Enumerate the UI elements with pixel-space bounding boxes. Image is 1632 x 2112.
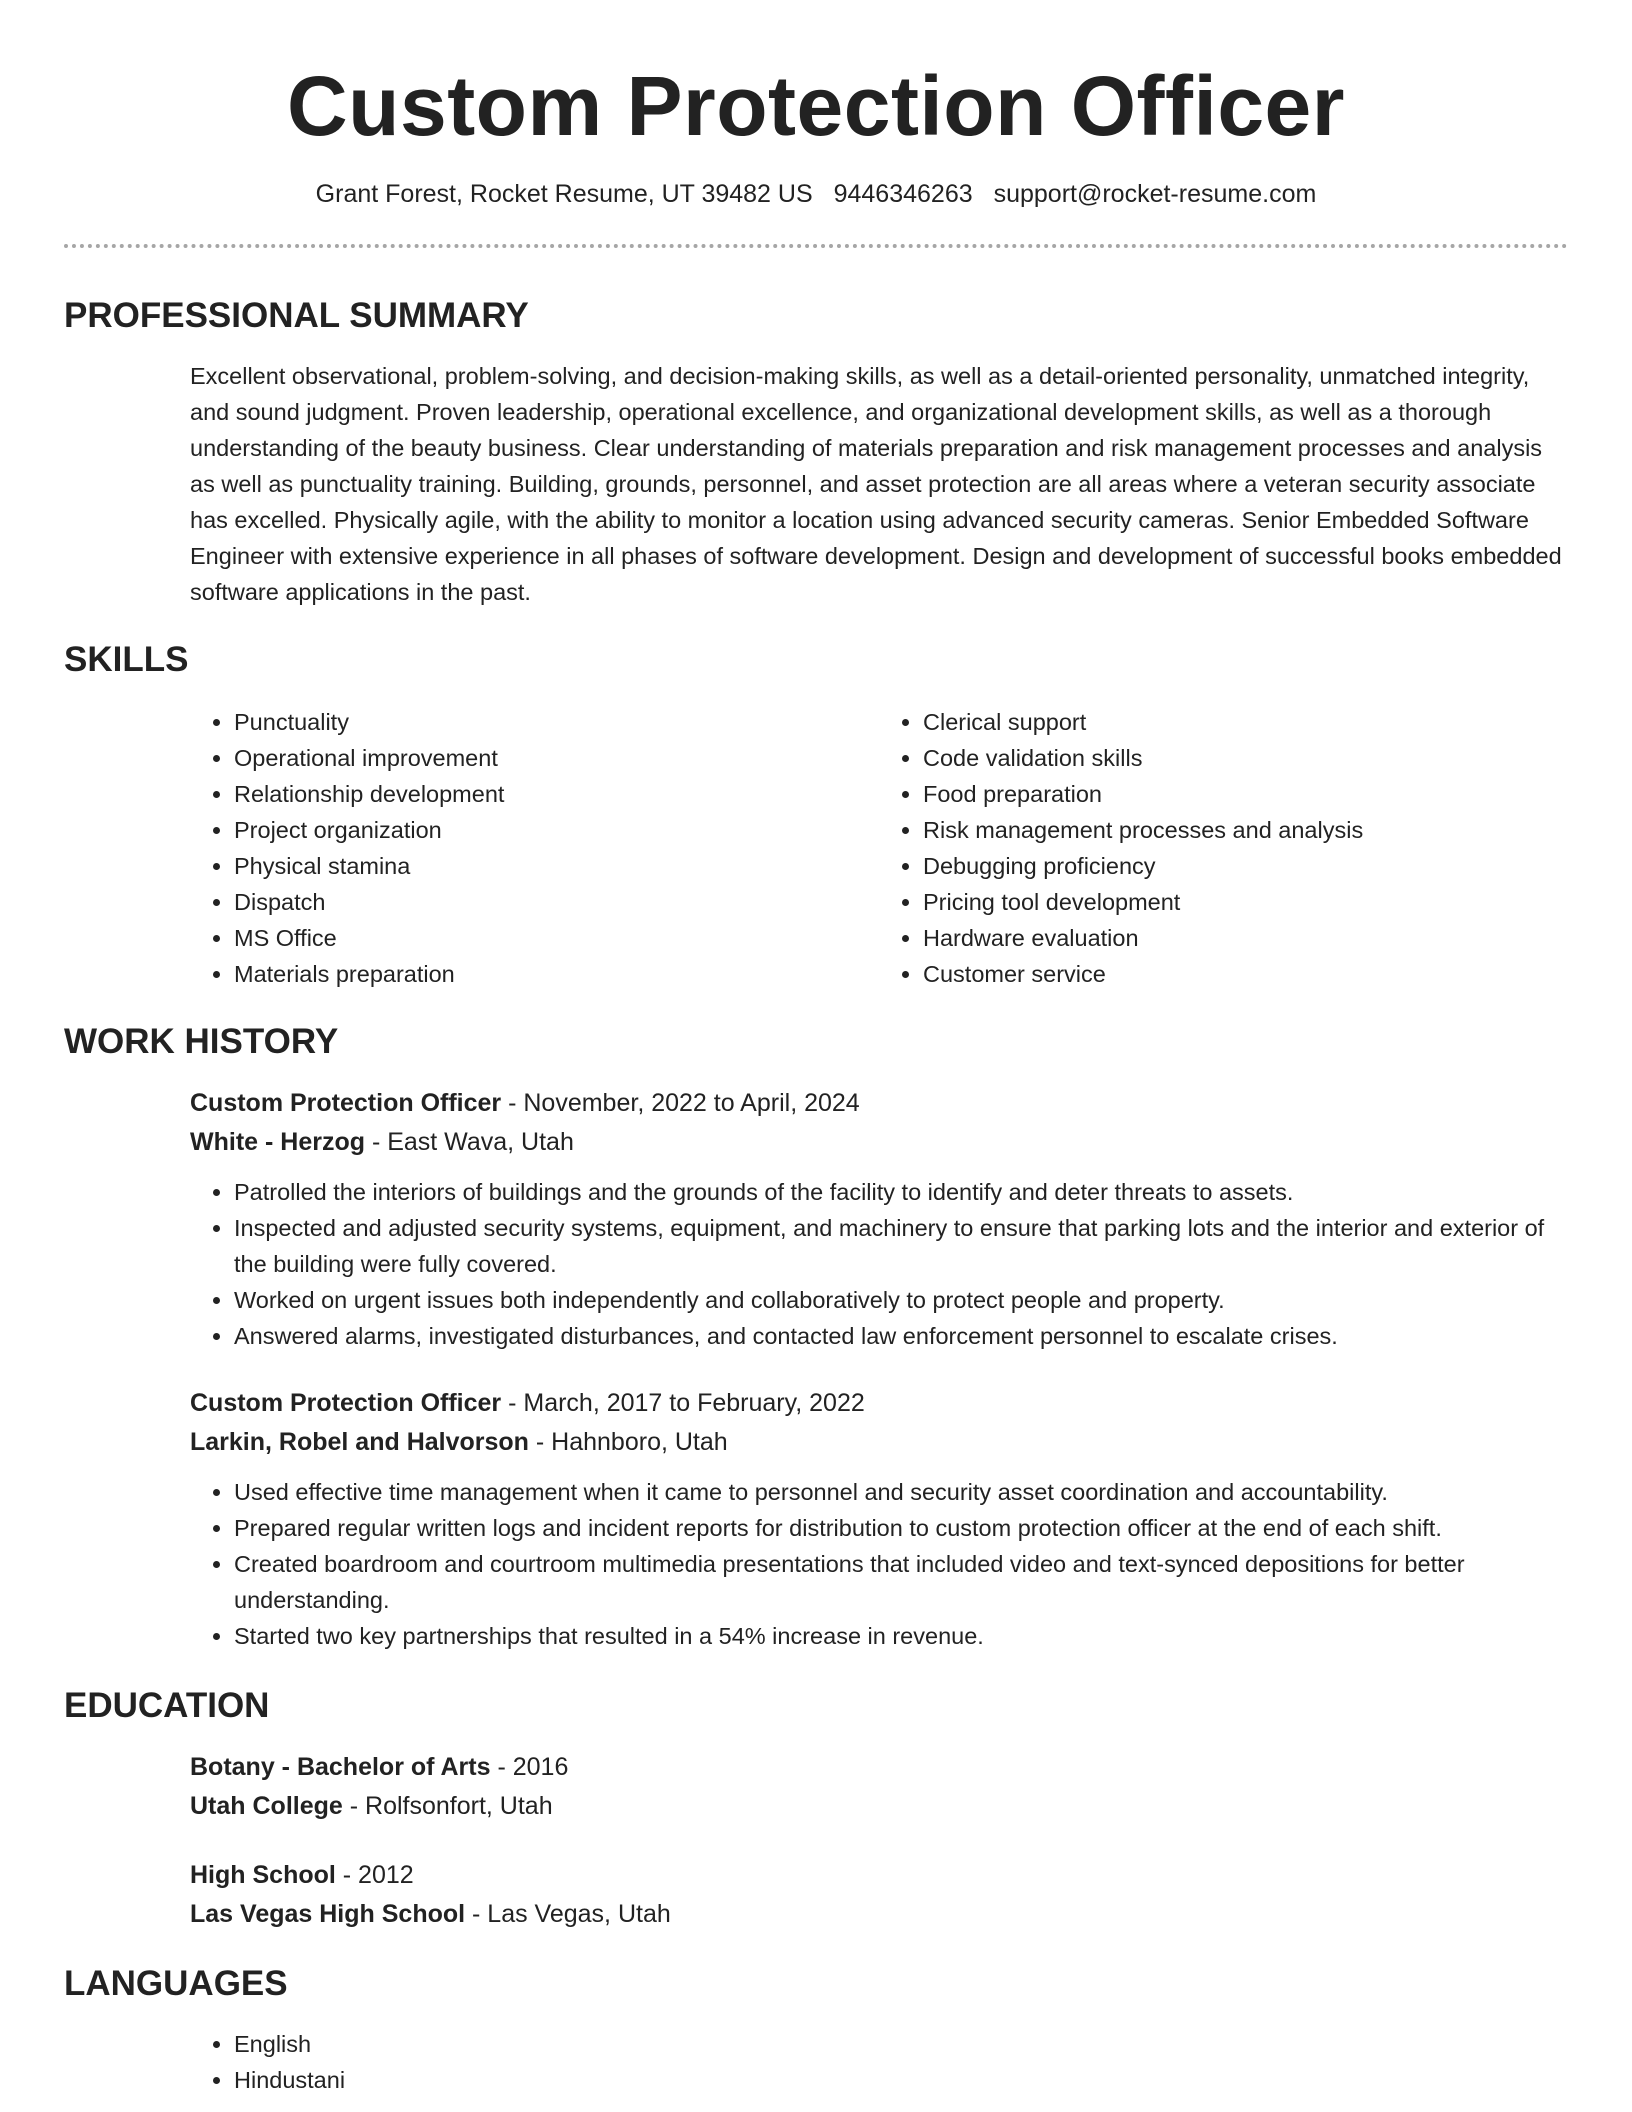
job-company-line (190, 1423, 1568, 1462)
job-role: Custom Protection Officer (190, 1389, 502, 1417)
contact-line (64, 178, 1568, 210)
contact-phone: 9446346263 (833, 180, 973, 208)
language-item: • Hindustani (234, 2062, 1568, 2098)
summary-text: Excellent observational, problem-solving, and decision-making skills, as well as a detail-oriented personality, unmatched integrity, and sound judgment. Proven leadership, operational excellence, and organizational development skills, as well as a thorough understanding of the beauty business. Clear understanding of materials preparation and risk management processes and analysis as well as punctuality training. Building, grounds, personnel, and asset protection are all areas where a veteran security associate has excelled. Physically agile, with the ability to monitor a location using advanced security cameras. Senior Embedded Software Engineer with extensive experience in all phases of software development. Design and development of successful books embedded software applications in the past. (190, 363, 1562, 605)
education-degree-line (190, 1856, 1568, 1895)
skill-item: • Food preparation (923, 776, 1568, 812)
education-year: - 2016 (490, 1753, 569, 1781)
job-duty: • Used effective time management when it came to personnel and security asset coordination and accountability. (234, 1474, 1568, 1510)
skill-item: • Hardware evaluation (923, 920, 1568, 956)
header-divider (64, 244, 1568, 248)
languages-list (64, 2026, 1568, 2098)
language-item: • English (234, 2026, 1568, 2062)
skill-item: • Customer service (923, 956, 1568, 992)
skills-right-column (879, 704, 1568, 992)
skill-item: • Physical stamina (234, 848, 879, 884)
education-school: Las Vegas High School (190, 1900, 466, 1928)
skill-item: • Dispatch (234, 884, 879, 920)
section-title-summary: PROFESSIONAL SUMMARY (64, 296, 529, 335)
section-title-education: EDUCATION (64, 1686, 270, 1725)
skill-item: • Materials preparation (234, 956, 879, 992)
languages-section (64, 1962, 1568, 2098)
job-title-line (190, 1084, 1568, 1123)
job-entry (64, 1084, 1568, 1354)
job-duties (190, 1474, 1568, 1654)
summary-section (64, 294, 1568, 610)
job-duty: • Created boardroom and courtroom multimedia presentations that included video and text-synced depositions for better understanding. (234, 1546, 1568, 1618)
job-duty: • Inspected and adjusted security systems, equipment, and machinery to ensure that parking lots and the interior and exterior of the building were fully covered. (234, 1210, 1568, 1282)
resume-name: Custom Protection Officer (287, 59, 1345, 153)
education-section (64, 1684, 1568, 1934)
job-duty: • Answered alarms, investigated disturbances, and contacted law enforcement personnel to escalate crises. (234, 1318, 1568, 1354)
job-duties (190, 1174, 1568, 1354)
job-dates: - November, 2022 to April, 2024 (501, 1089, 860, 1117)
job-location: - East Wava, Utah (365, 1128, 574, 1156)
section-title-languages: LANGUAGES (64, 1964, 288, 2003)
job-company: Larkin, Robel and Halvorson (190, 1428, 529, 1456)
skill-item: • Relationship development (234, 776, 879, 812)
skill-item: • Pricing tool development (923, 884, 1568, 920)
education-entry (64, 1748, 1568, 1826)
skills-columns (64, 704, 1568, 992)
skills-section (64, 638, 1568, 992)
education-school-line (190, 1787, 1568, 1826)
education-location: - Rolfsonfort, Utah (342, 1792, 553, 1820)
job-duty: • Prepared regular written logs and incident reports for distribution to custom protection officer at the end of each shift. (234, 1510, 1568, 1546)
section-title-skills: SKILLS (64, 640, 189, 679)
job-duty: • Worked on urgent issues both independently and collaboratively to protect people and property. (234, 1282, 1568, 1318)
job-company: White - Herzog (190, 1128, 365, 1156)
job-location: - Hahnboro, Utah (528, 1428, 728, 1456)
education-school: Utah College (190, 1792, 343, 1820)
job-company-line (190, 1123, 1568, 1162)
job-duty: • Started two key partnerships that resulted in a 54% increase in revenue. (234, 1618, 1568, 1654)
education-year: - 2012 (335, 1861, 414, 1889)
education-school-line (190, 1895, 1568, 1934)
skills-left-column (190, 704, 879, 992)
job-duty: • Patrolled the interiors of buildings and the grounds of the facility to identify and deter threats to assets. (234, 1174, 1568, 1210)
skill-item: • Risk management processes and analysis (923, 812, 1568, 848)
contact-email: support@rocket-resume.com (993, 180, 1317, 208)
education-location: - Las Vegas, Utah (465, 1900, 671, 1928)
job-entry (64, 1384, 1568, 1654)
skill-item: • Operational improvement (234, 740, 879, 776)
education-degree: Botany - Bachelor of Arts (190, 1753, 491, 1781)
skill-item: • MS Office (234, 920, 879, 956)
education-degree-line (190, 1748, 1568, 1787)
skill-item: • Debugging proficiency (923, 848, 1568, 884)
job-dates: - March, 2017 to February, 2022 (501, 1389, 865, 1417)
work-history-section (64, 1020, 1568, 1654)
education-entry (64, 1856, 1568, 1934)
contact-address: Grant Forest, Rocket Resume, UT 39482 US (315, 180, 813, 208)
skill-item: • Clerical support (923, 704, 1568, 740)
section-title-work: WORK HISTORY (64, 1022, 339, 1061)
skill-item: • Project organization (234, 812, 879, 848)
job-role: Custom Protection Officer (190, 1089, 502, 1117)
education-degree: High School (190, 1861, 336, 1889)
job-title-line (190, 1384, 1568, 1423)
skill-item: • Code validation skills (923, 740, 1568, 776)
skill-item: • Punctuality (234, 704, 879, 740)
